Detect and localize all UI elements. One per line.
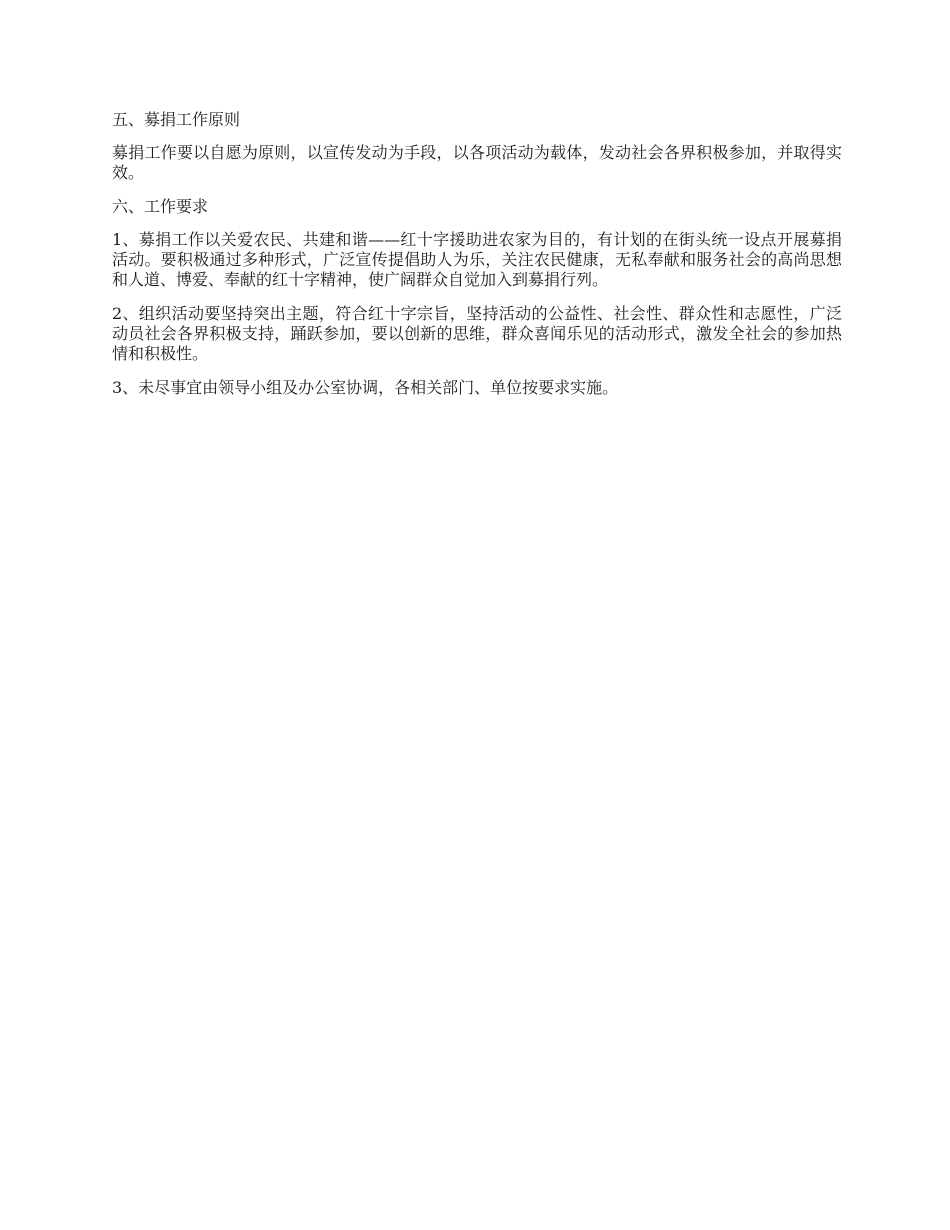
paragraph-requirement-2: 2、组织活动要坚持突出主题，符合红十字宗旨，坚持活动的公益性、社会性、群众性和志愿性，广泛动员社会各界积极支持，踊跃参加，要以创新的思维，群众喜闻乐见的活动形式，激发全社会的参加热情和积极性。 (112, 304, 842, 363)
paragraph-requirement-1: 1、募捐工作以关爱农民、共建和谐——红十字援助进农家为目的，有计划的在街头统一设点开展募捐活动。要积极通过多种形式，广泛宣传提倡助人为乐，关注农民健康，无私奉献和服务社会的高尚思想和人道、博爱、奉献的红十字精神，使广阔群众自觉加入到募捐行列。 (112, 230, 842, 289)
paragraph-principles: 募捐工作要以自愿为原则，以宣传发动为手段，以各项活动为载体，发动社会各界积极参加，并取得实效。 (112, 143, 842, 182)
document-page (112, 110, 842, 412)
section-heading-requirements: 六、工作要求 (112, 197, 209, 216)
paragraph-requirement-3: 3、未尽事宜由领导小组及办公室协调，各相关部门、单位按要求实施。 (112, 378, 619, 397)
section-heading-principles: 五、募捐工作原则 (112, 110, 241, 129)
